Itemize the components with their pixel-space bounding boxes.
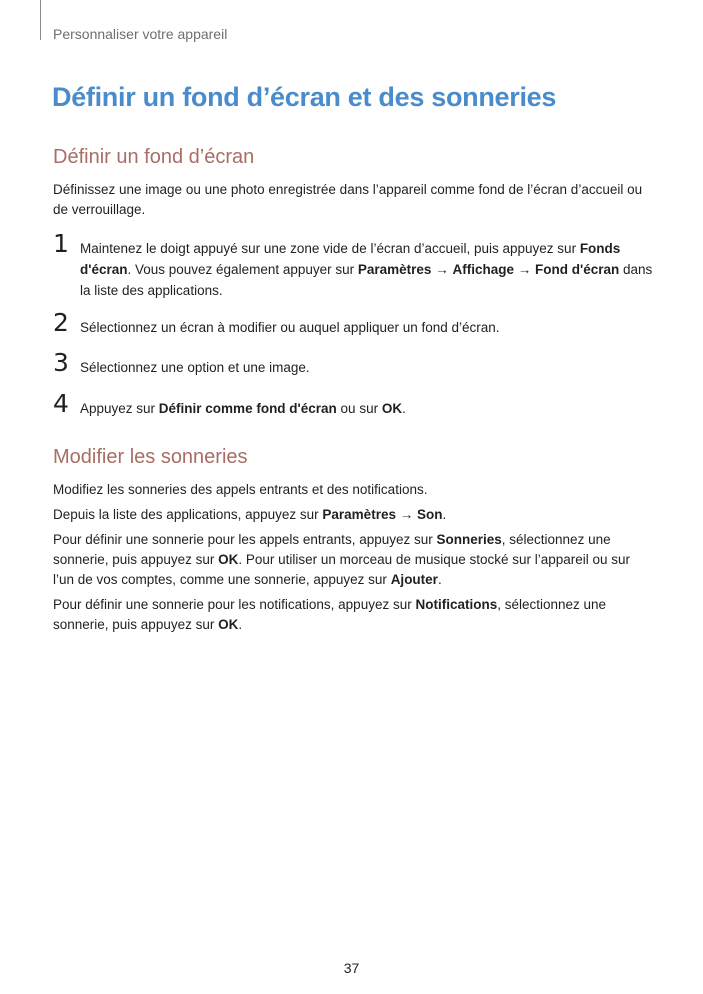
step-number: 1 [53,229,69,258]
ringtones-calls: Pour définir une sonnerie pour les appels entrants, appuyez sur Sonneries, sélectionnez une sonnerie, puis appuyez sur OK. Pour utiliser un morceau de musique stocké sur l’appareil ou sur l’un de vos comptes, comme une sonnerie, appuyez sur Ajouter. [53,532,631,587]
page-title: Définir un fond d’écran et des sonneries [52,82,557,112]
step-number: 2 [53,308,69,337]
section-heading-ringtones: Modifier les sonneries [53,446,248,468]
page-number: 37 [343,960,360,976]
page-margin-rule [40,0,41,40]
ringtones-path: Depuis la liste des applications, appuyez sur Paramètres → Son. [53,507,447,522]
step-text: Sélectionnez une option et une image. [80,360,310,375]
wallpaper-intro: Définissez une image ou une photo enregistrée dans l’appareil comme fond de l’écran d’accueil ou de verrouillage. [53,182,643,217]
ringtones-intro: Modifiez les sonneries des appels entrants et des notifications. [53,482,428,497]
step-number: 3 [53,348,69,377]
step-number: 4 [53,389,69,418]
ringtones-notifications: Pour définir une sonnerie pour les notifications, appuyez sur Notifications, sélectionnez une sonnerie, puis appuyez sur OK. [53,597,607,632]
step-text: Sélectionnez un écran à modifier ou auquel appliquer un fond d’écran. [80,320,500,335]
section-heading-wallpaper: Définir un fond d’écran [53,146,255,168]
step-text: Maintenez le doigt appuyé sur une zone vide de l’écran d’accueil, puis appuyez sur Fonds d'écran. Vous pouvez également appuyer sur Paramètres → Affichage → Fond d'écran dans la liste des applications. [80,241,653,298]
running-header: Personnaliser votre appareil [53,26,228,42]
step-text: Appuyez sur Définir comme fond d'écran ou sur OK. [80,401,406,416]
